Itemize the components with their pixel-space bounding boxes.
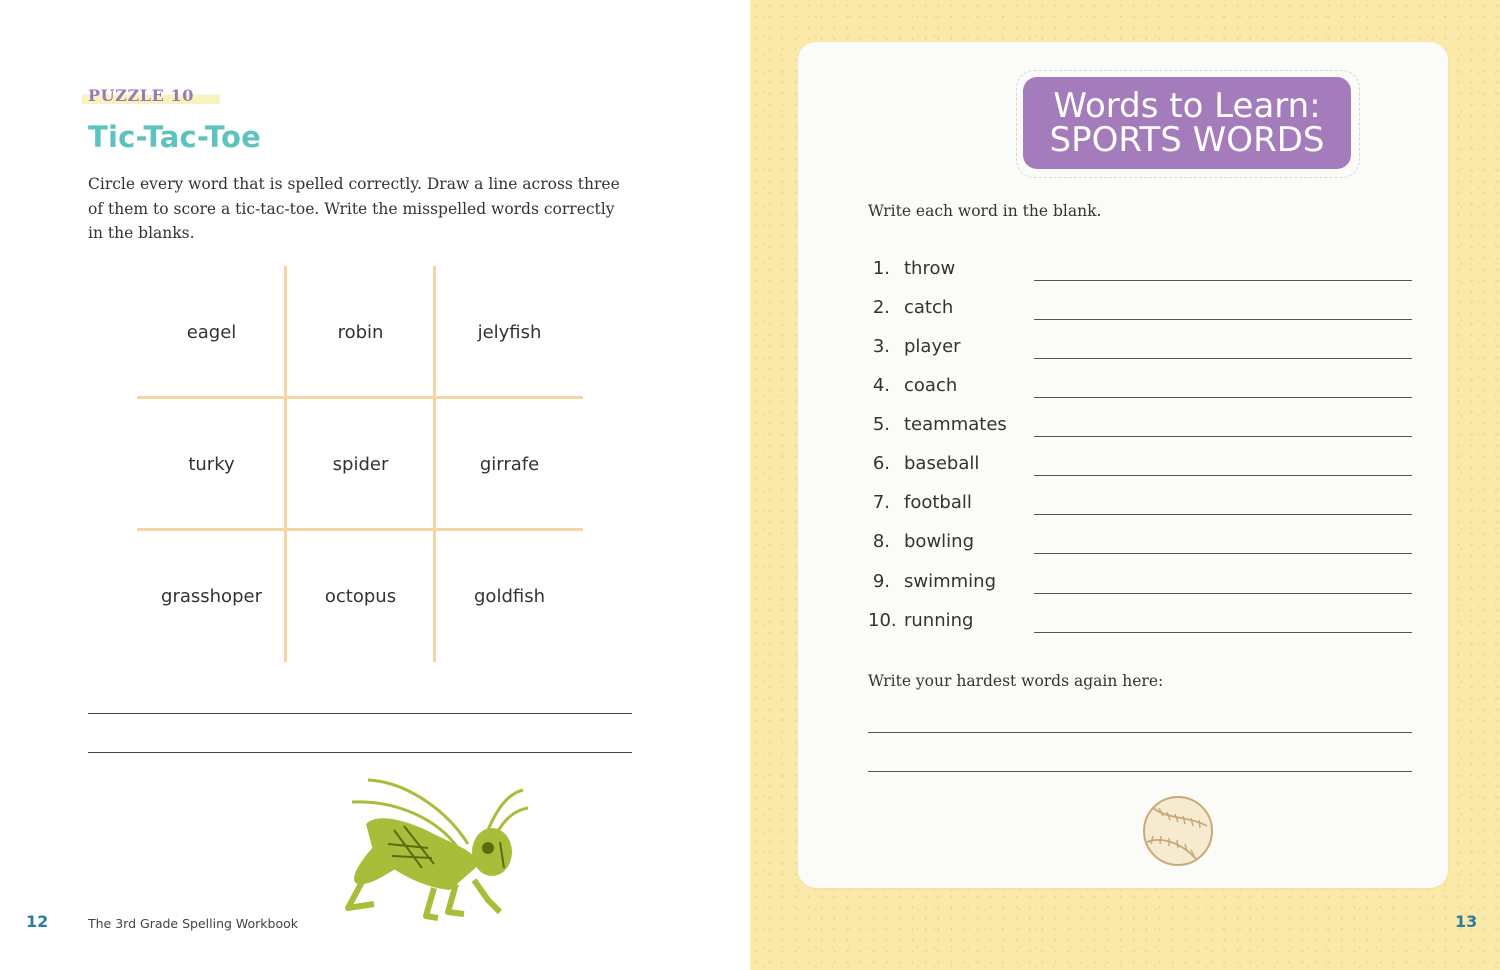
word-row bbox=[868, 410, 1412, 440]
grid-cell[interactable]: grasshoper bbox=[161, 585, 262, 607]
word-label: catch bbox=[904, 297, 954, 318]
right-page bbox=[750, 0, 1500, 970]
page-number: 13 bbox=[1455, 912, 1478, 931]
grid-cell[interactable]: robin bbox=[337, 321, 384, 343]
grid-cell[interactable]: goldfish bbox=[474, 585, 545, 607]
title-badge-frame bbox=[1016, 70, 1360, 178]
badge-line-2: SPORTS WORDS bbox=[1049, 120, 1325, 160]
book-title: The 3rd Grade Spelling Workbook bbox=[88, 916, 299, 931]
word-blank-line[interactable] bbox=[1034, 632, 1412, 633]
baseball-icon bbox=[1141, 794, 1215, 868]
word-row bbox=[868, 488, 1412, 518]
title-badge bbox=[1023, 77, 1351, 169]
badge-line-1: Words to Learn: bbox=[1053, 86, 1321, 126]
word-label: baseball bbox=[904, 453, 980, 474]
answer-blank-line[interactable] bbox=[88, 752, 632, 753]
grid-cell[interactable]: spider bbox=[332, 453, 389, 475]
word-number: 9. bbox=[872, 571, 890, 592]
word-blank-line[interactable] bbox=[1034, 593, 1412, 594]
word-row bbox=[868, 332, 1412, 362]
hardest-words-blank-line[interactable] bbox=[868, 771, 1412, 772]
word-label: throw bbox=[904, 258, 956, 279]
word-number: 3. bbox=[872, 336, 890, 357]
grid-cell[interactable]: girrafe bbox=[479, 453, 540, 475]
grid-cell[interactable]: jelyfish bbox=[477, 321, 542, 343]
puzzle-title: Tic-Tac-Toe bbox=[88, 120, 261, 154]
word-row bbox=[868, 567, 1412, 597]
word-label: swimming bbox=[904, 571, 997, 592]
word-label: football bbox=[904, 492, 972, 513]
page-number: 12 bbox=[26, 912, 49, 931]
word-number: 7. bbox=[872, 492, 890, 513]
write-instruction: Write each word in the blank. bbox=[868, 202, 1102, 220]
puzzle-label: PUZZLE 10 bbox=[82, 86, 220, 105]
word-number: 1. bbox=[872, 258, 890, 279]
word-label: bowling bbox=[904, 531, 974, 552]
word-number: 2. bbox=[872, 297, 890, 318]
word-blank-line[interactable] bbox=[1034, 280, 1412, 281]
word-blank-line[interactable] bbox=[1034, 358, 1412, 359]
word-row bbox=[868, 254, 1412, 284]
word-number: 6. bbox=[872, 453, 890, 474]
word-number: 8. bbox=[872, 531, 890, 552]
hardest-words-instruction: Write your hardest words again here: bbox=[868, 672, 1164, 690]
worksheet-card bbox=[798, 42, 1448, 888]
grid-cell[interactable]: eagel bbox=[186, 321, 237, 343]
word-row bbox=[868, 293, 1412, 323]
word-label: teammates bbox=[904, 414, 1007, 435]
grasshopper-icon bbox=[338, 772, 533, 924]
word-blank-line[interactable] bbox=[1034, 319, 1412, 320]
word-blank-line[interactable] bbox=[1034, 475, 1412, 476]
word-row bbox=[868, 371, 1412, 401]
word-row bbox=[868, 449, 1412, 479]
word-blank-line[interactable] bbox=[1034, 436, 1412, 437]
word-label: running bbox=[904, 610, 974, 631]
word-label: coach bbox=[904, 375, 958, 396]
answer-blank-line[interactable] bbox=[88, 713, 632, 714]
word-number: 10. bbox=[868, 610, 897, 631]
hardest-words-blank-line[interactable] bbox=[868, 732, 1412, 733]
word-row bbox=[868, 606, 1412, 636]
grid-cell[interactable]: octopus bbox=[324, 585, 397, 607]
word-number: 5. bbox=[872, 414, 890, 435]
word-label: player bbox=[904, 336, 961, 357]
word-blank-line[interactable] bbox=[1034, 514, 1412, 515]
word-blank-line[interactable] bbox=[1034, 397, 1412, 398]
word-row bbox=[868, 527, 1412, 557]
word-blank-line[interactable] bbox=[1034, 553, 1412, 554]
word-number: 4. bbox=[872, 375, 890, 396]
grid-cell[interactable]: turky bbox=[188, 453, 235, 475]
puzzle-instructions: Circle every word that is spelled correctly. Draw a line across three of them to score a tic-tac-toe. Write the misspelled words correctly in the blanks. bbox=[88, 175, 620, 242]
tic-tac-toe-grid bbox=[137, 266, 583, 662]
